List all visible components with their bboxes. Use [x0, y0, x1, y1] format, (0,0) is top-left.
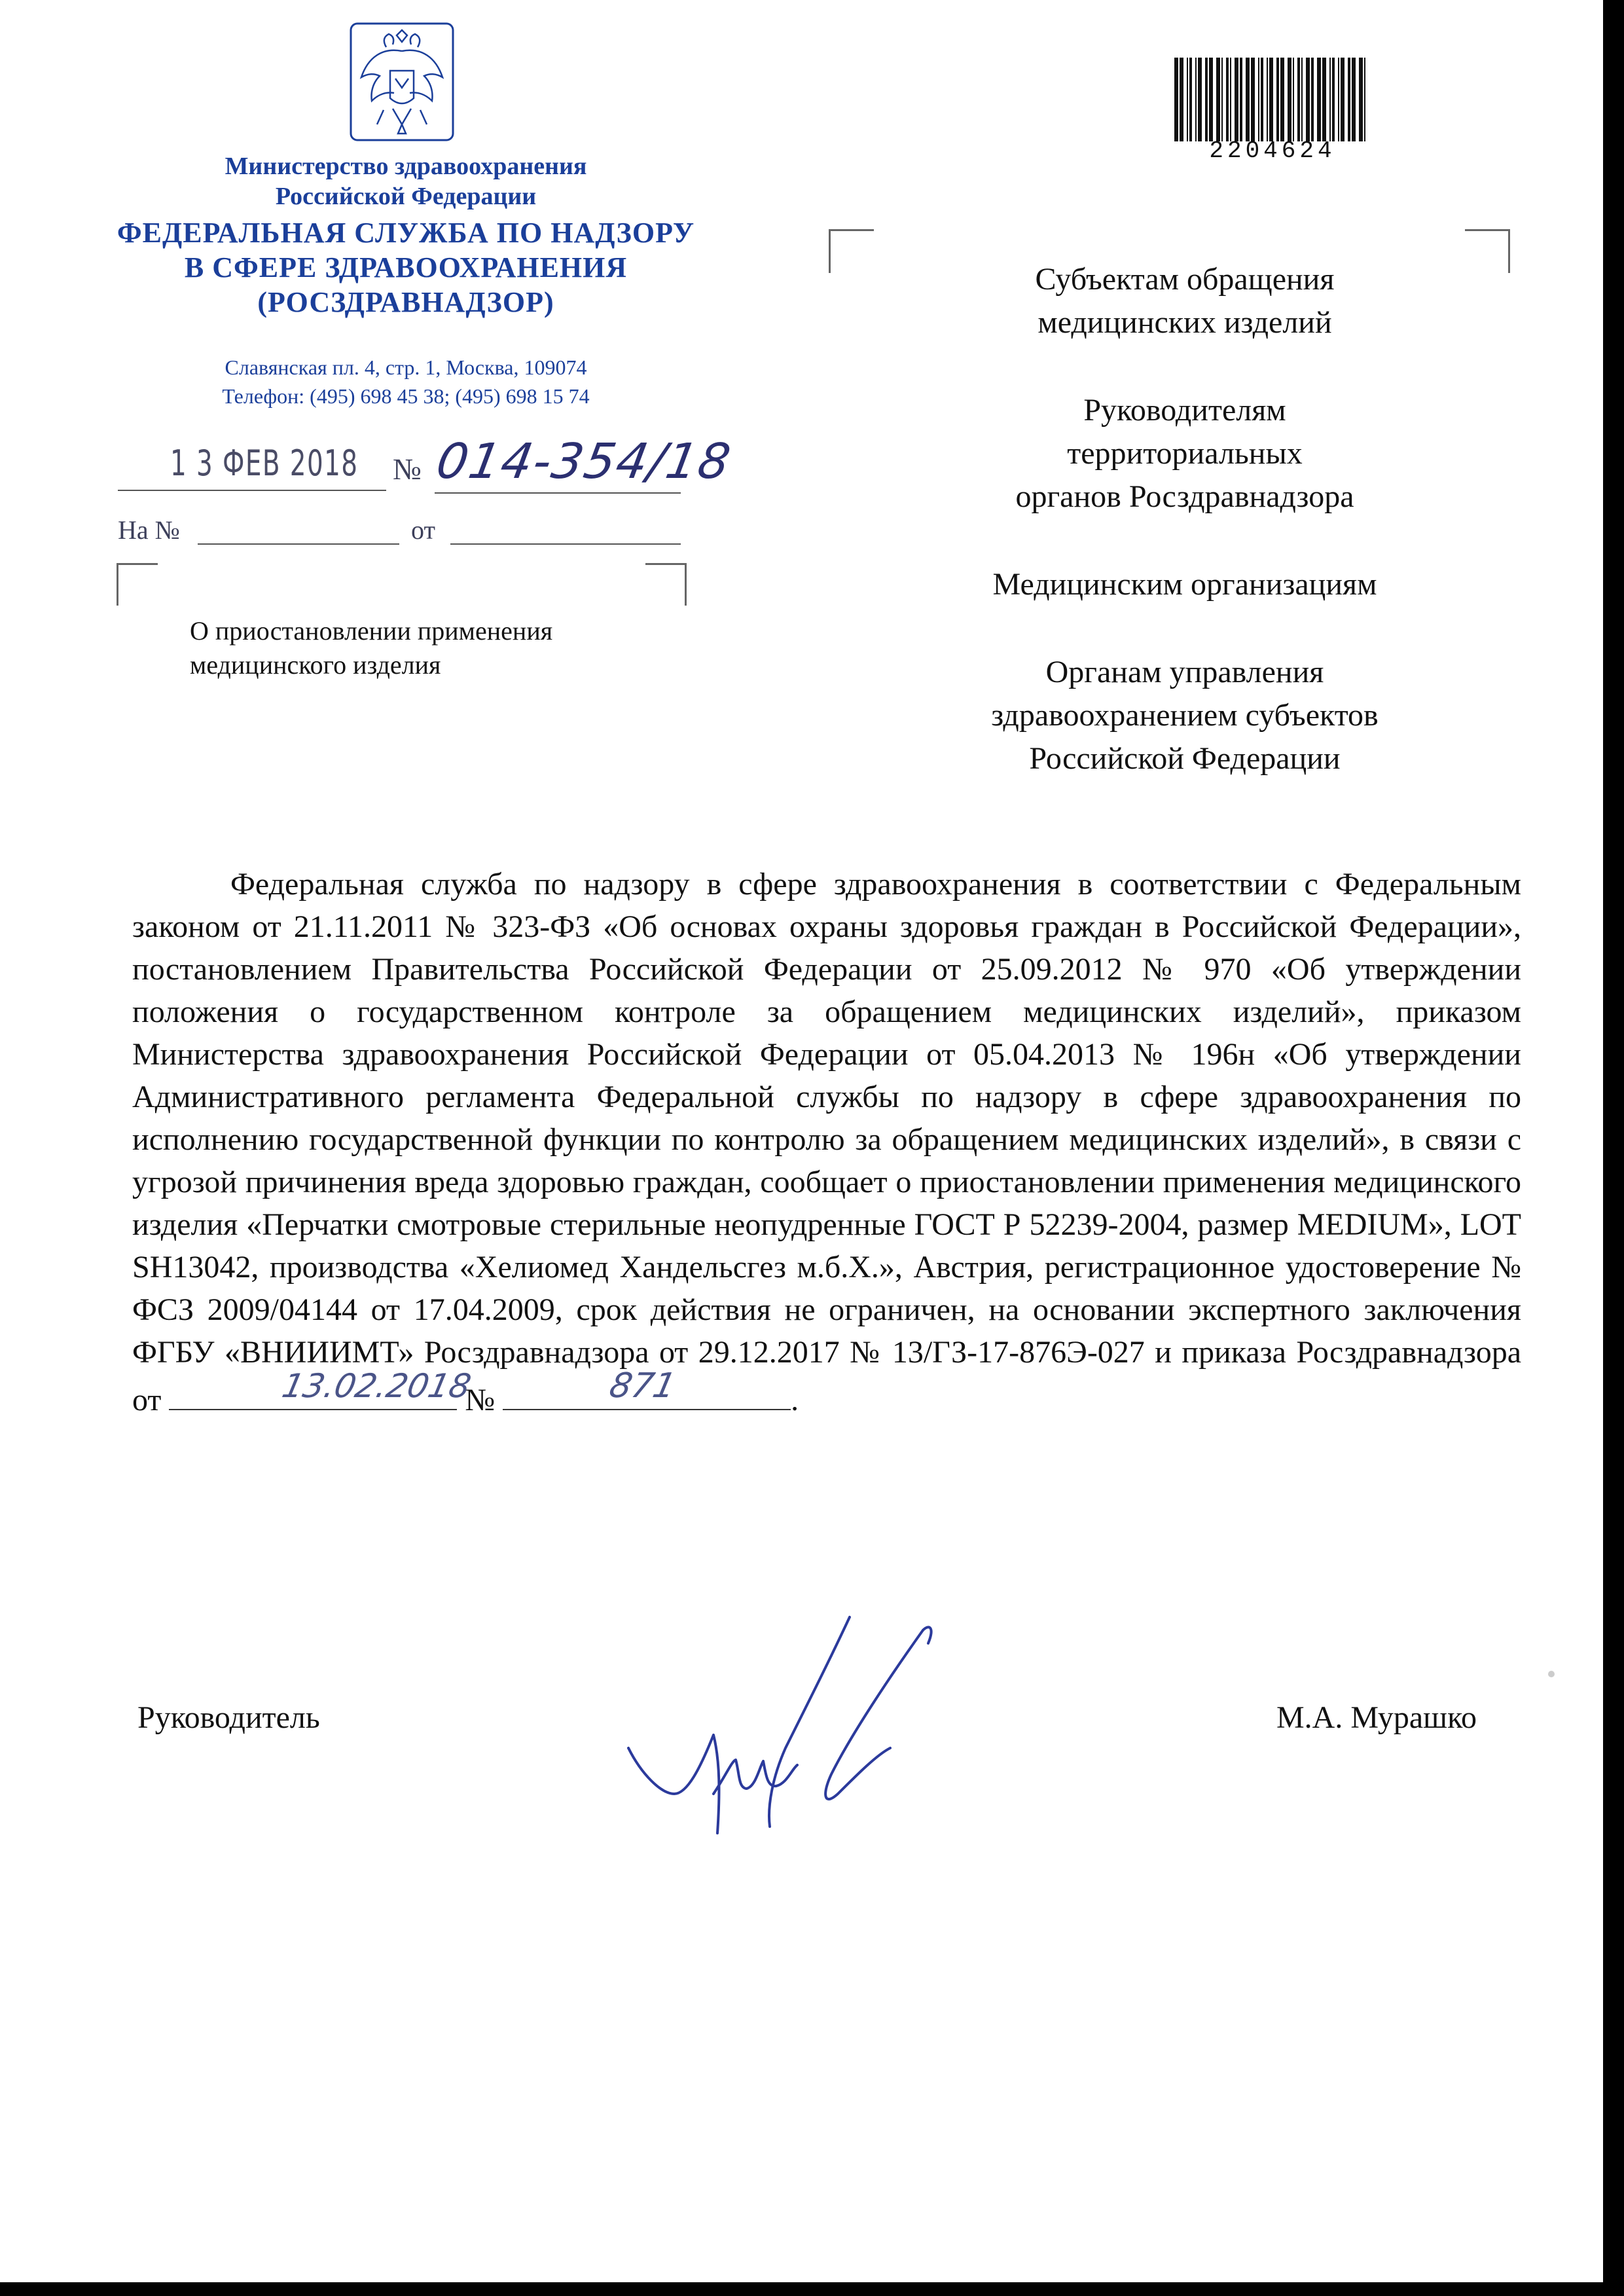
- date-stamp: 1 3 ФЕВ 2018: [170, 443, 359, 484]
- order-date-handwritten: 13.02.2018: [279, 1367, 475, 1405]
- handwritten-signature: [615, 1597, 1008, 1859]
- recipient-group: [844, 651, 1525, 780]
- body-end-punct: .: [791, 1383, 799, 1417]
- recipient-line: Медицинским организациям: [992, 567, 1377, 602]
- signatory-name: М.А. Мурашко: [1276, 1700, 1477, 1735]
- barcode-bar: [1276, 58, 1279, 141]
- letter-body: [132, 863, 1521, 1421]
- recipient-group: [844, 389, 1525, 519]
- barcode-bar: [1341, 58, 1344, 141]
- recipient-group: [844, 563, 1525, 606]
- barcode-bar: [1329, 58, 1331, 141]
- subject-bracket-right: [645, 563, 687, 606]
- ref-number-blank: [198, 543, 399, 545]
- recipient-line: Субъектам обращения: [1035, 262, 1335, 297]
- recipient-line: Руководителям: [1083, 393, 1286, 428]
- recipient-line: медицинских изделий: [1038, 305, 1332, 340]
- barcode-number: 2204624: [1209, 137, 1336, 164]
- barcode-bar: [1261, 58, 1263, 141]
- body-paragraph: [132, 863, 1521, 1421]
- barcode-bar: [1187, 58, 1188, 141]
- ref-date-blank: [450, 543, 681, 545]
- order-date-field: [169, 1367, 475, 1410]
- barcode-bar: [1209, 58, 1213, 141]
- recipient-group: [844, 258, 1525, 344]
- barcode-bar: [1364, 58, 1365, 141]
- barcode-bar: [1180, 58, 1183, 141]
- barcode-icon: [1173, 58, 1372, 141]
- date-underline: [118, 490, 386, 491]
- barcode-bar: [1293, 58, 1294, 141]
- ref-date-label: от: [411, 515, 435, 545]
- scan-speck: [1548, 1671, 1555, 1677]
- barcode-bar: [1189, 58, 1192, 141]
- ministry-name-line-1: Министерство здравоохранения: [225, 153, 587, 180]
- coat-of-arms-icon: [350, 22, 454, 141]
- order-number-handwritten: 871: [605, 1366, 679, 1406]
- order-number-label: №: [465, 1383, 496, 1417]
- barcode-bar: [1311, 58, 1314, 141]
- barcode-bar: [1317, 58, 1321, 141]
- order-number-field: [503, 1366, 791, 1410]
- service-name-line-3: (РОСЗДРАВНАДЗОР): [257, 286, 554, 318]
- recipient-line: органов Росздравнадзора: [1015, 479, 1354, 514]
- barcode-bar: [1198, 58, 1202, 141]
- barcode-bar: [1205, 58, 1208, 141]
- barcode-bar: [1221, 58, 1223, 141]
- number-underline: [435, 492, 681, 494]
- barcode-bar: [1174, 58, 1178, 141]
- barcode-bar: [1297, 58, 1300, 141]
- recipient-line: Российской Федерации: [1029, 741, 1341, 776]
- barcode-bar: [1322, 58, 1326, 141]
- ref-number-label: На №: [118, 515, 180, 545]
- barcode-bar: [1348, 58, 1350, 141]
- body-main-text: Федеральная служба по надзору в сфере здравоохранения в соответствии с Федеральным законом от 21.11.2011 № 323-ФЗ «Об основах охраны здоровья граждан в Российской Федерации», постановлением Правительства Российской Федерации от 25.09.2012 № 970 «Об утверждении положения о государственном контроле за обращением медицинских изделий», приказом Министерства здравоохранения Российской Федерации от 05.04.2013 № 196н «Об утверждении Административного регламента Федеральной службы по надзору в сфере здравоохранения по исполнению государственной функции по контролю за обращением медицинских изделий», в связи с угрозой причинения вреда здоровью граждан, сообщает о приостановлении применения медицинского изделия «Перчатки смотровые стерильные неопудренные ГОСТ Р 52239-2004, размер MEDIUM», LOT SH13042, производства «Хелиомед Хандельсгез м.б.Х.», Австрия, регистрационное удостоверение № ФСЗ 2009/04144 от 17.04.2009, срок действия не ограничен, на основании экспертного заключения ФГБУ «ВНИИИМТ» Росздравнадзора от 29.12.2017 № 13/ГЗ-17-876Э-027 и приказа Росздравнадзора от: [132, 867, 1521, 1417]
- subject-line-1: О приостановлении применения: [190, 616, 553, 646]
- outgoing-number-handwritten: 014-354/18: [432, 433, 736, 490]
- signatory-title: Руководитель: [137, 1700, 320, 1735]
- barcode-bar: [1267, 58, 1268, 141]
- recipients-block: [844, 258, 1525, 825]
- barcode-bar: [1235, 58, 1238, 141]
- barcode-bar: [1226, 58, 1229, 141]
- service-name-line-1: ФЕДЕРАЛЬНАЯ СЛУЖБА ПО НАДЗОРУ: [117, 217, 695, 249]
- recipient-line: территориальных: [1067, 436, 1303, 471]
- subject-line-2: медицинского изделия: [190, 650, 441, 680]
- scan-border-bottom: [0, 2282, 1624, 2296]
- barcode-bar: [1332, 58, 1335, 141]
- barcode-bar: [1240, 58, 1242, 141]
- ministry-name-line-2: Российской Федерации: [275, 183, 537, 210]
- recipient-line: здравоохранением субъектов: [991, 698, 1379, 733]
- barcode-bar: [1246, 58, 1250, 141]
- barcode-bar: [1251, 58, 1255, 141]
- barcode-bar: [1216, 58, 1220, 141]
- barcode-bar: [1352, 58, 1356, 141]
- barcode-bar: [1338, 58, 1339, 141]
- subject-bracket-left: [117, 563, 158, 606]
- scan-border-right: [1603, 0, 1624, 2296]
- barcode-bar: [1301, 58, 1303, 141]
- address-line-1: Славянская пл. 4, стр. 1, Москва, 109074: [225, 355, 587, 379]
- barcode-bar: [1258, 58, 1259, 141]
- barcode-bar: [1359, 58, 1363, 141]
- barcode-bar: [1269, 58, 1273, 141]
- barcode-bar: [1195, 58, 1197, 141]
- barcode-bar: [1306, 58, 1310, 141]
- barcode-bar: [1288, 58, 1291, 141]
- phone-line: Телефон: (495) 698 45 38; (495) 698 15 74: [222, 384, 590, 408]
- barcode-bar: [1280, 58, 1284, 141]
- barcode-bar: [1230, 58, 1231, 141]
- subject-text: [190, 614, 552, 682]
- service-name-line-2: В СФЕРЕ ЗДРАВООХРАНЕНИЯ: [184, 251, 628, 283]
- recipient-line: Органам управления: [1045, 655, 1324, 689]
- number-sign: №: [393, 452, 422, 486]
